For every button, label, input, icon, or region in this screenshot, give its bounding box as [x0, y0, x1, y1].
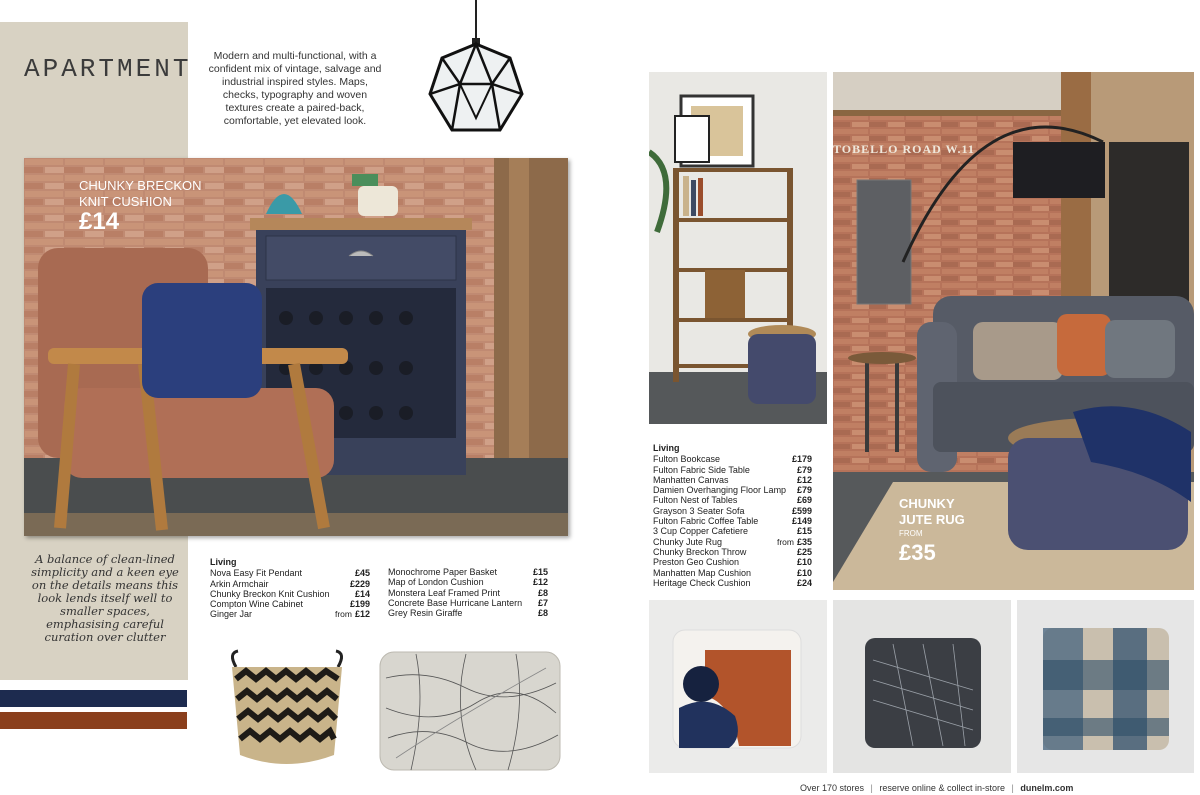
list-item: Monstera Leaf Framed Print £8	[388, 587, 548, 598]
product-list-left-a	[210, 557, 370, 620]
feature-rug-price: £35	[899, 540, 936, 565]
feature-rug-from: FROM	[899, 529, 923, 538]
list-item: Concrete Base Hurricane Lantern £7	[388, 597, 548, 608]
feature-rug-line2: JUTE RUG	[899, 512, 965, 527]
bookcase-photo	[649, 72, 827, 424]
map-cushion-image	[376, 648, 564, 774]
list-item: Chunky Breckon Throw £25	[653, 546, 812, 557]
feature-cushion-price: £14	[79, 208, 120, 235]
feature-cushion-line1: CHUNKY BRECKON	[79, 178, 202, 193]
quote-text: A balance of clean-lined simplicity and a keen eye on the details means this look lends itself well to smaller spaces, emphasising careful curation over clutter	[31, 552, 179, 644]
list-item: Grey Resin Giraffe £8	[388, 608, 548, 619]
footer-divider: |	[870, 783, 873, 793]
footer-reserve: reserve online & collect in-store	[879, 783, 1005, 793]
rust-stripe	[0, 712, 187, 729]
list-item: Fulton Fabric Side Table £79	[653, 464, 812, 475]
intro-text: Modern and multi-functional, with a confident mix of vintage, salvage and industrial inspired styles. Maps, checks, typography and woven textures create a paired-back, comfortable, yet elevated look.	[208, 50, 382, 127]
list-item: Compton Wine Cabinet £199	[210, 599, 370, 610]
list-item: Nova Easy Fit Pendant £45	[210, 568, 370, 579]
product-list-left-b	[388, 567, 548, 618]
list-item: Preston Geo Cushion £10	[653, 557, 812, 568]
list-item: Ginger Jar from £12	[210, 609, 370, 620]
feature-cushion-line2: KNIT CUSHION	[79, 194, 172, 209]
beige-panel-top	[0, 22, 188, 158]
armchair-room-photo	[24, 158, 568, 536]
list-item: 3 Cup Copper Cafetiere £15	[653, 526, 812, 537]
product-list-right	[653, 443, 812, 588]
navy-stripe	[0, 690, 187, 707]
list-item: Manhatten Canvas £12	[653, 474, 812, 485]
list-item: Damien Overhanging Floor Lamp £79	[653, 485, 812, 496]
list-heading: Living	[210, 557, 237, 567]
basket-image	[222, 645, 352, 775]
footer-stores: Over 170 stores	[800, 783, 865, 793]
check-cushion-tile	[1017, 600, 1194, 773]
pendant-lamp-image	[420, 0, 532, 140]
feature-rug-line1: CHUNKY	[899, 496, 955, 511]
footer-site-link[interactable]: dunelm.com	[1020, 783, 1074, 793]
list-item: Fulton Bookcase £179	[653, 454, 812, 465]
list-item: Monochrome Paper Basket £15	[388, 567, 548, 577]
geo-cushion-tile	[649, 600, 827, 773]
list-item: Heritage Check Cushion £24	[653, 577, 812, 588]
list-item: Chunky Jute Rug from £35	[653, 536, 812, 547]
list-item: Map of London Cushion £12	[388, 577, 548, 588]
footer	[800, 783, 1073, 793]
sofa-room-photo	[833, 72, 1194, 590]
map-cushion-tile	[833, 600, 1011, 773]
list-item: Fulton Nest of Tables £69	[653, 495, 812, 506]
list-item: Manhatten Map Cushion £10	[653, 567, 812, 578]
beige-panel-side	[0, 158, 24, 538]
list-item: Arkin Armchair £229	[210, 578, 370, 589]
street-sign-text: TOBELLO ROAD W.11	[833, 142, 975, 156]
page-title: APARTMENT	[24, 54, 192, 84]
footer-divider: |	[1011, 783, 1014, 793]
list-item: Fulton Fabric Coffee Table £149	[653, 516, 812, 527]
list-item: Chunky Breckon Knit Cushion £14	[210, 588, 370, 599]
list-item: Grayson 3 Seater Sofa £599	[653, 505, 812, 516]
list-heading: Living	[653, 443, 680, 453]
